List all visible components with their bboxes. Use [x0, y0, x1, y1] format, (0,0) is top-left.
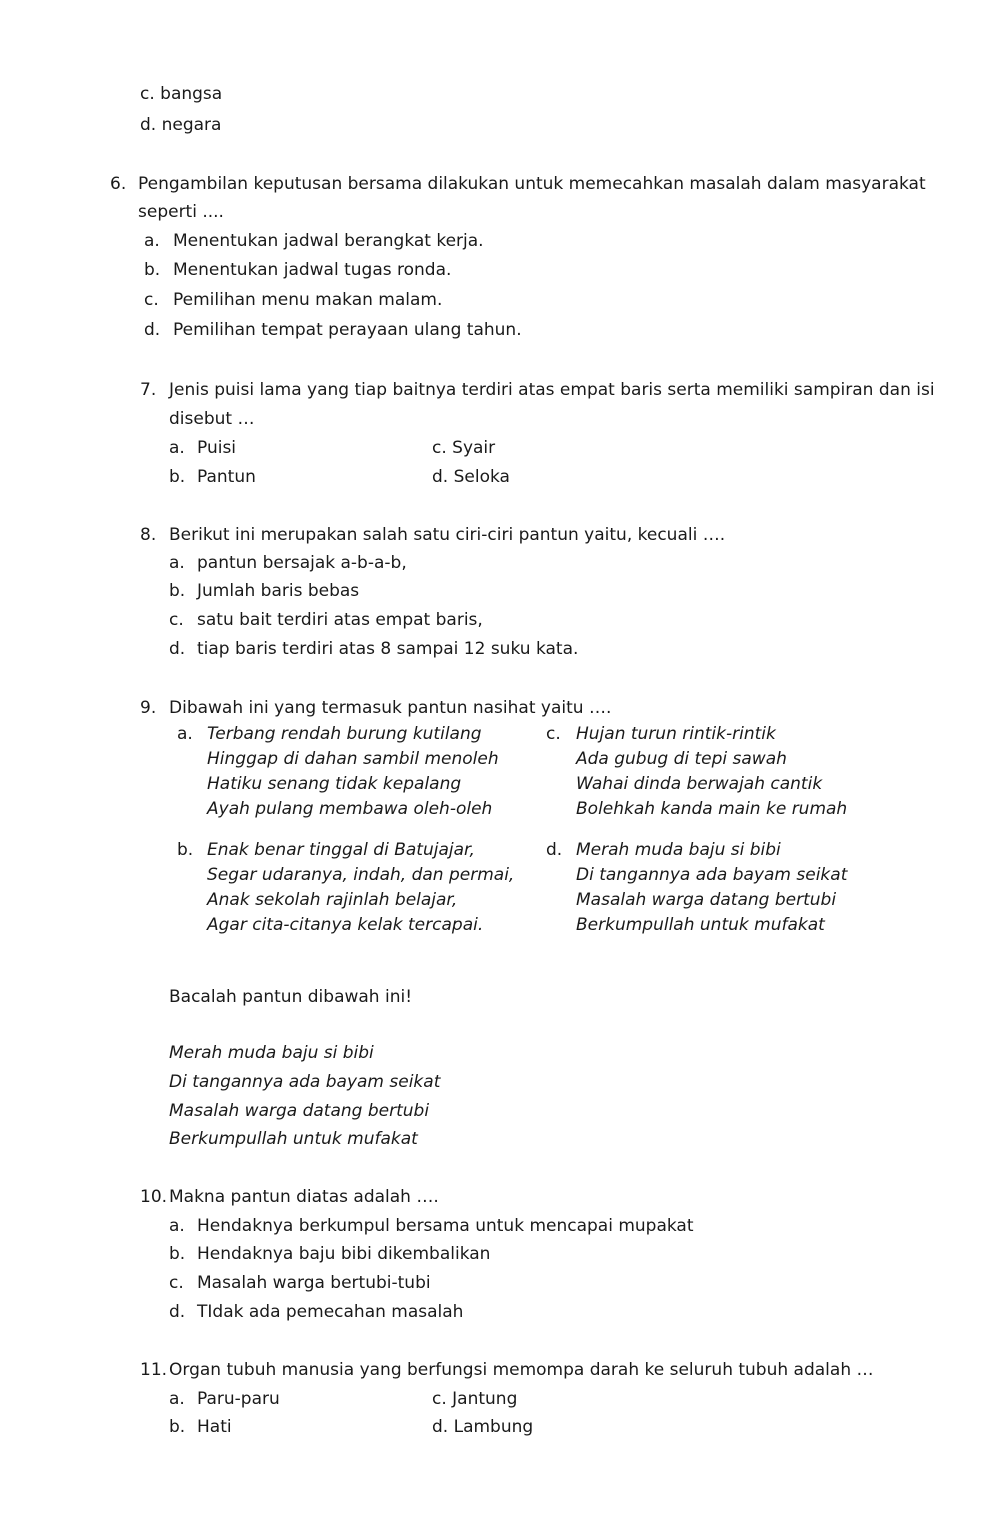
q8-option-a-text[interactable]: pantun bersajak a-b-a-b, [197, 553, 407, 573]
q9-option-b-letter[interactable]: b. [177, 840, 194, 860]
q8-option-c-text[interactable]: satu bait terdiri atas empat baris, [197, 610, 483, 630]
q9-option-c-line1[interactable]: Hujan turun rintik-rintik [576, 724, 776, 744]
q5-option-c[interactable]: c. bangsa [140, 84, 223, 104]
q8-question: Berikut ini merupakan salah satu ciri-ciri pantun yaitu, kecuali …. [169, 525, 726, 545]
reading-instruction: Bacalah pantun dibawah ini! [169, 987, 413, 1007]
q9-option-a-line2[interactable]: Hinggap di dahan sambil menoleh [207, 749, 499, 769]
q11-number: 11. [140, 1360, 168, 1380]
q6-option-a-text[interactable]: Menentukan jadwal berangkat kerja. [173, 231, 484, 251]
q6-option-b-letter[interactable]: b. [144, 260, 161, 280]
q7-question-line2: disebut … [169, 409, 255, 429]
q7-question-line1: Jenis puisi lama yang tiap baitnya terdiri atas empat baris serta memiliki sampiran dan isi [169, 380, 935, 400]
q6-option-d-text[interactable]: Pemilihan tempat perayaan ulang tahun. [173, 320, 522, 340]
q10-option-d-letter[interactable]: d. [169, 1302, 186, 1322]
q9-option-a-letter[interactable]: a. [177, 724, 193, 744]
q9-option-d-line2[interactable]: Di tangannya ada bayam seikat [576, 865, 848, 885]
q10-option-c-letter[interactable]: c. [169, 1273, 184, 1293]
q11-option-a-letter[interactable]: a. [169, 1389, 185, 1409]
q9-option-b-line2[interactable]: Segar udaranya, indah, dan permai, [207, 865, 515, 885]
q9-option-a-line1[interactable]: Terbang rendah burung kutilang [207, 724, 482, 744]
q9-number: 9. [140, 698, 157, 718]
q9-question: Dibawah ini yang termasuk pantun nasihat yaitu …. [169, 698, 612, 718]
q10-option-b-text[interactable]: Hendaknya baju bibi dikembalikan [197, 1244, 491, 1264]
q10-option-a-text[interactable]: Hendaknya berkumpul bersama untuk mencapai mupakat [197, 1216, 694, 1236]
q6-option-c-text[interactable]: Pemilihan menu makan malam. [173, 290, 443, 310]
q6-option-d-letter[interactable]: d. [144, 320, 161, 340]
q6-number: 6. [110, 174, 127, 194]
q6-option-b-text[interactable]: Menentukan jadwal tugas ronda. [173, 260, 452, 280]
q6-question-line2: seperti .... [138, 202, 224, 222]
q9-option-b-line1[interactable]: Enak benar tinggal di Batujajar, [207, 840, 475, 860]
q11-option-a-text[interactable]: Paru-paru [197, 1389, 280, 1409]
q11-option-c-text[interactable]: c. Jantung [432, 1389, 518, 1409]
q8-option-c-letter[interactable]: c. [169, 610, 184, 630]
q10-question: Makna pantun diatas adalah …. [169, 1187, 439, 1207]
q10-option-b-letter[interactable]: b. [169, 1244, 186, 1264]
q9-option-c-line4[interactable]: Bolehkah kanda main ke rumah [576, 799, 848, 819]
q10-number: 10. [140, 1187, 168, 1207]
q7-option-b-letter[interactable]: b. [169, 467, 186, 487]
q8-option-a-letter[interactable]: a. [169, 553, 185, 573]
q9-option-b-line4[interactable]: Agar cita-citanya kelak tercapai. [207, 915, 484, 935]
q8-option-b-letter[interactable]: b. [169, 581, 186, 601]
q9-option-a-line4[interactable]: Ayah pulang membawa oleh-oleh [207, 799, 493, 819]
q7-option-c-text[interactable]: c. Syair [432, 438, 496, 458]
q10-option-c-text[interactable]: Masalah warga bertubi-tubi [197, 1273, 431, 1293]
q8-option-d-letter[interactable]: d. [169, 639, 186, 659]
q9-option-b-line3[interactable]: Anak sekolah rajinlah belajar, [207, 890, 458, 910]
q11-option-d-text[interactable]: d. Lambung [432, 1417, 534, 1437]
q8-option-d-text[interactable]: tiap baris terdiri atas 8 sampai 12 suku kata. [197, 639, 579, 659]
q6-option-a-letter[interactable]: a. [144, 231, 160, 251]
q6-question-line1: Pengambilan keputusan bersama dilakukan untuk memecahkan masalah dalam masyarakat [138, 174, 926, 194]
q5-option-d[interactable]: d. negara [140, 115, 222, 135]
reading-line1: Merah muda baju si bibi [169, 1043, 374, 1063]
q9-option-d-letter[interactable]: d. [546, 840, 563, 860]
q11-question: Organ tubuh manusia yang berfungsi memompa darah ke seluruh tubuh adalah … [169, 1360, 874, 1380]
reading-line4: Berkumpullah untuk mufakat [169, 1129, 418, 1149]
q9-option-c-line3[interactable]: Wahai dinda berwajah cantik [576, 774, 823, 794]
q9-option-d-line4[interactable]: Berkumpullah untuk mufakat [576, 915, 825, 935]
q10-option-a-letter[interactable]: a. [169, 1216, 185, 1236]
q7-number: 7. [140, 380, 157, 400]
q8-option-b-text[interactable]: Jumlah baris bebas [197, 581, 360, 601]
q10-option-d-text[interactable]: TIdak ada pemecahan masalah [197, 1302, 464, 1322]
q6-option-c-letter[interactable]: c. [144, 290, 159, 310]
q7-option-a-text[interactable]: Puisi [197, 438, 237, 458]
q7-option-d-text[interactable]: d. Seloka [432, 467, 510, 487]
q9-option-a-line3[interactable]: Hatiku senang tidak kepalang [207, 774, 462, 794]
reading-line3: Masalah warga datang bertubi [169, 1101, 430, 1121]
q11-option-b-text[interactable]: Hati [197, 1417, 232, 1437]
q9-option-c-line2[interactable]: Ada gubug di tepi sawah [576, 749, 787, 769]
q9-option-c-letter[interactable]: c. [546, 724, 561, 744]
q8-number: 8. [140, 525, 157, 545]
q9-option-d-line3[interactable]: Masalah warga datang bertubi [576, 890, 837, 910]
reading-line2: Di tangannya ada bayam seikat [169, 1072, 441, 1092]
q7-option-a-letter[interactable]: a. [169, 438, 185, 458]
q9-option-d-line1[interactable]: Merah muda baju si bibi [576, 840, 781, 860]
q7-option-b-text[interactable]: Pantun [197, 467, 256, 487]
q11-option-b-letter[interactable]: b. [169, 1417, 186, 1437]
